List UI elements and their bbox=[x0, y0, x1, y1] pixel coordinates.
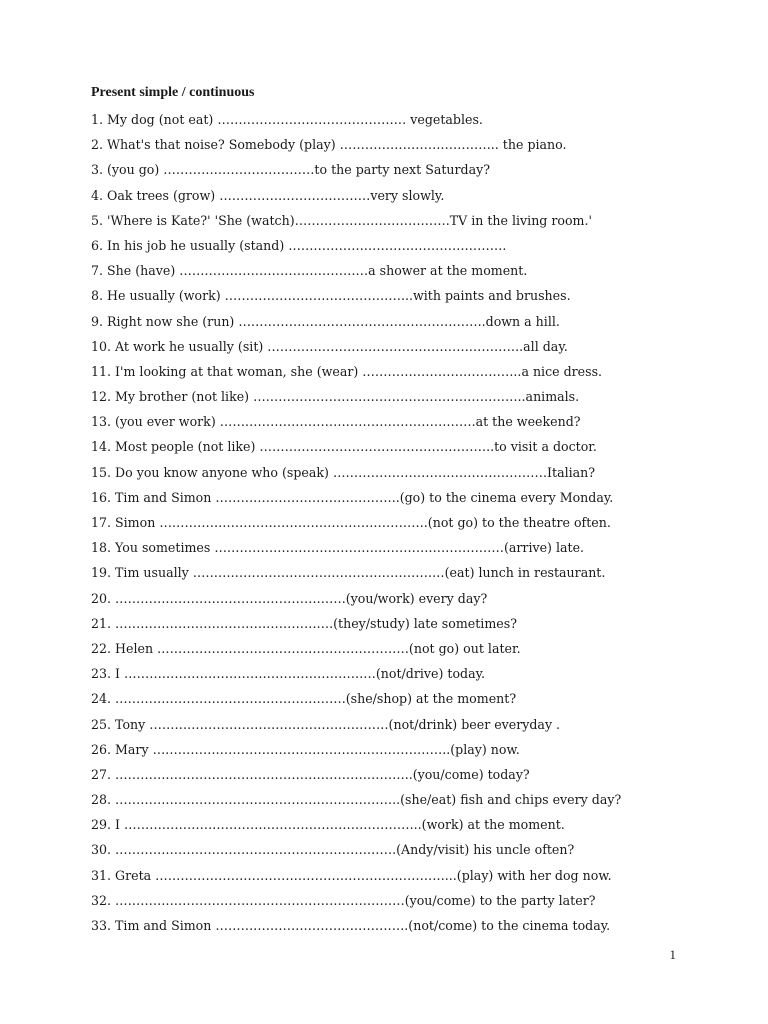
exercise-item: 29. I ……………………………………………………………..(work) at the moment. bbox=[91, 817, 565, 833]
exercise-item: 15. Do you know anyone who (speak) ……………………………………………Italian? bbox=[91, 464, 596, 480]
exercise-item: 13. (you ever work) …………………………………………………….at the weekend? bbox=[91, 414, 581, 430]
exercise-item: 21. …………………………………………….(they/study) late sometimes? bbox=[91, 615, 517, 631]
exercise-item: 1. My dog (not eat) ……………………………………… vegetables. bbox=[91, 112, 483, 127]
exercise-item: 19. Tim usually ……………………………………………………(eat) lunch in restaurant. bbox=[91, 565, 606, 581]
exercise-item: 20. ……………………………………………….(you/work) every day? bbox=[91, 590, 488, 606]
exercise-item: 17. Simon ……………………………………………………….(not go) to the theatre often. bbox=[91, 515, 611, 530]
exercise-item: 11. I'm looking at that woman, she (wear) ………………………………..a nice dress. bbox=[91, 363, 603, 379]
exercise-item: 18. You sometimes ……………………………………………………………(arrive) late. bbox=[91, 540, 585, 556]
exercise-item: 6. In his job he usually (stand) ……………………………………………. bbox=[91, 237, 507, 253]
exercise-list bbox=[91, 110, 691, 941]
exercise-item: 16. Tim and Simon ……………………………………..(go) to the cinema every Monday. bbox=[91, 489, 614, 505]
worksheet-title: Present simple / continuous bbox=[91, 85, 255, 100]
exercise-item: 8. He usually (work) ……………………………………...with paints and brushes. bbox=[91, 288, 571, 304]
exercise-item: 32. ……………………………………………………………(you/come) to the party later? bbox=[91, 892, 596, 908]
exercise-item: 27. ……………………………………………………………..(you/come) today? bbox=[91, 766, 530, 782]
exercise-item: 3. (you go) ………………………………to the party next Saturday? bbox=[91, 162, 490, 178]
exercise-item: 10. At work he usually (sit) …………………………………………………….all day. bbox=[91, 338, 568, 354]
exercise-item: 24. ……………………………………………….(she/shop) at the moment? bbox=[91, 691, 517, 707]
exercise-item: 7. She (have) ………………………………………a shower at the moment. bbox=[91, 263, 528, 279]
exercise-item: 14. Most people (not like) ………………………………………………..to visit a doctor. bbox=[91, 439, 597, 455]
exercise-item: 2. What's that noise? Somebody (play) ……………………………….. the piano. bbox=[91, 137, 567, 153]
exercise-item: 9. Right now she (run) …………………………………………………..down a hill. bbox=[91, 313, 560, 329]
exercise-item: 4. Oak trees (grow) ………………………………very slowly. bbox=[91, 187, 445, 203]
exercise-item: 26. Mary ……………………………………………………………..(play) now. bbox=[91, 741, 520, 757]
exercise-item: 23. I ……………………………………………………(not/drive) today. bbox=[91, 666, 486, 682]
exercise-item: 33. Tim and Simon ……………………………………….(not/come) to the cinema today. bbox=[91, 918, 611, 933]
exercise-item: 22. Helen ……………………………………………………(not go) out later. bbox=[91, 640, 521, 656]
exercise-item: 12. My brother (not like) ………………………………………………………..animals. bbox=[91, 389, 580, 405]
exercise-item: 28. …………………………………………………………..(she/eat) fish and chips every day? bbox=[91, 792, 622, 808]
exercise-item: 31. Greta ……………………………………………………………...(play) with her dog now. bbox=[91, 867, 612, 883]
page-number: 1 bbox=[669, 947, 676, 962]
exercise-item: 25. Tony …………………………………………………(not/drink) beer everyday . bbox=[91, 716, 561, 732]
exercise-item: 30. ………………………………………………………….(Andy/visit) his uncle often? bbox=[91, 842, 575, 858]
exercise-item: 5. 'Where is Kate?' 'She (watch)……………………………….TV in the living room.' bbox=[91, 212, 592, 228]
